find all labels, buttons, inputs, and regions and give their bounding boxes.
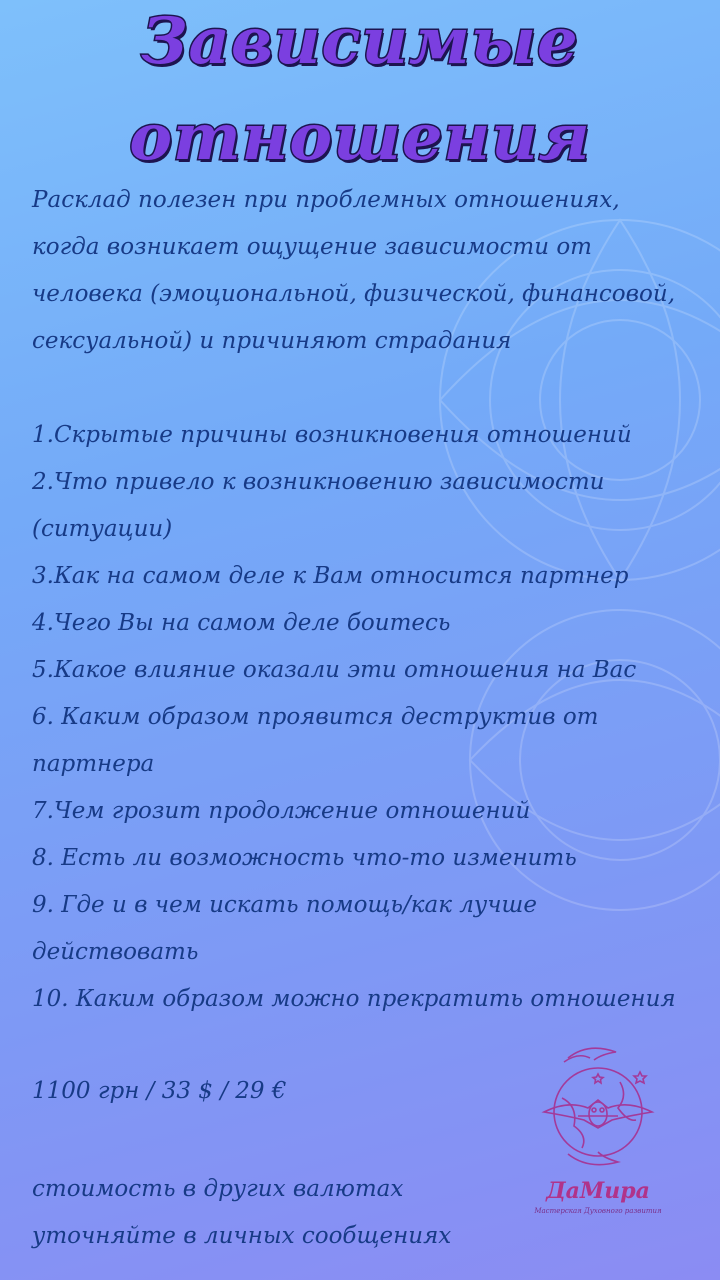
intro-line: сексуальной) и причиняют страдания	[32, 328, 512, 354]
list-item: партнера	[32, 751, 155, 777]
list-item: 7.Чем грозит продолжение отношений	[32, 798, 531, 824]
intro-paragraph	[32, 177, 702, 365]
list-item: 1.Скрытые причины возникновения отношений	[32, 422, 632, 448]
list-item: 3.Как на самом деле к Вам относится партнер	[32, 563, 629, 589]
list-item: 10. Каким образом можно прекратить отношения	[32, 986, 676, 1012]
price-text: 1100 грн / 33 $ / 29 €	[32, 1078, 287, 1104]
owl-globe-hands-logo-icon	[528, 1036, 668, 1176]
intro-line: человека (эмоциональной, физической, финансовой,	[32, 281, 676, 307]
list-item: 2.Что привело к возникновению зависимости	[32, 469, 605, 495]
list-item: 4.Чего Вы на самом деле боитесь	[32, 610, 451, 636]
intro-line: когда возникает ощущение зависимости от	[32, 234, 592, 260]
intro-line: Расклад полезен при проблемных отношениях,	[32, 187, 620, 213]
list-item: действовать	[32, 939, 199, 965]
currency-note-line-1: стоимость в других валютах	[32, 1176, 404, 1202]
list-item: 8. Есть ли возможность что-то изменить	[32, 845, 577, 871]
logo-brand-name: ДаМира	[546, 1178, 650, 1204]
page-title-line-2: отношения	[129, 100, 591, 175]
currency-note-line-2: уточняйте в личных сообщениях	[32, 1223, 452, 1249]
list-item: (ситуации)	[32, 516, 173, 542]
page-title-line-1: Зависимые	[141, 4, 579, 79]
list-item: 6. Каким образом проявится деструктив от	[32, 704, 599, 730]
brand-logo	[528, 1036, 668, 1226]
list-item: 9. Где и в чем искать помощь/как лучше	[32, 892, 537, 918]
logo-subtitle: Мастерская Духовного развития	[534, 1207, 662, 1215]
spread-positions-list	[32, 412, 702, 1023]
list-item: 5.Какое влияние оказали эти отношения на Вас	[32, 657, 637, 683]
